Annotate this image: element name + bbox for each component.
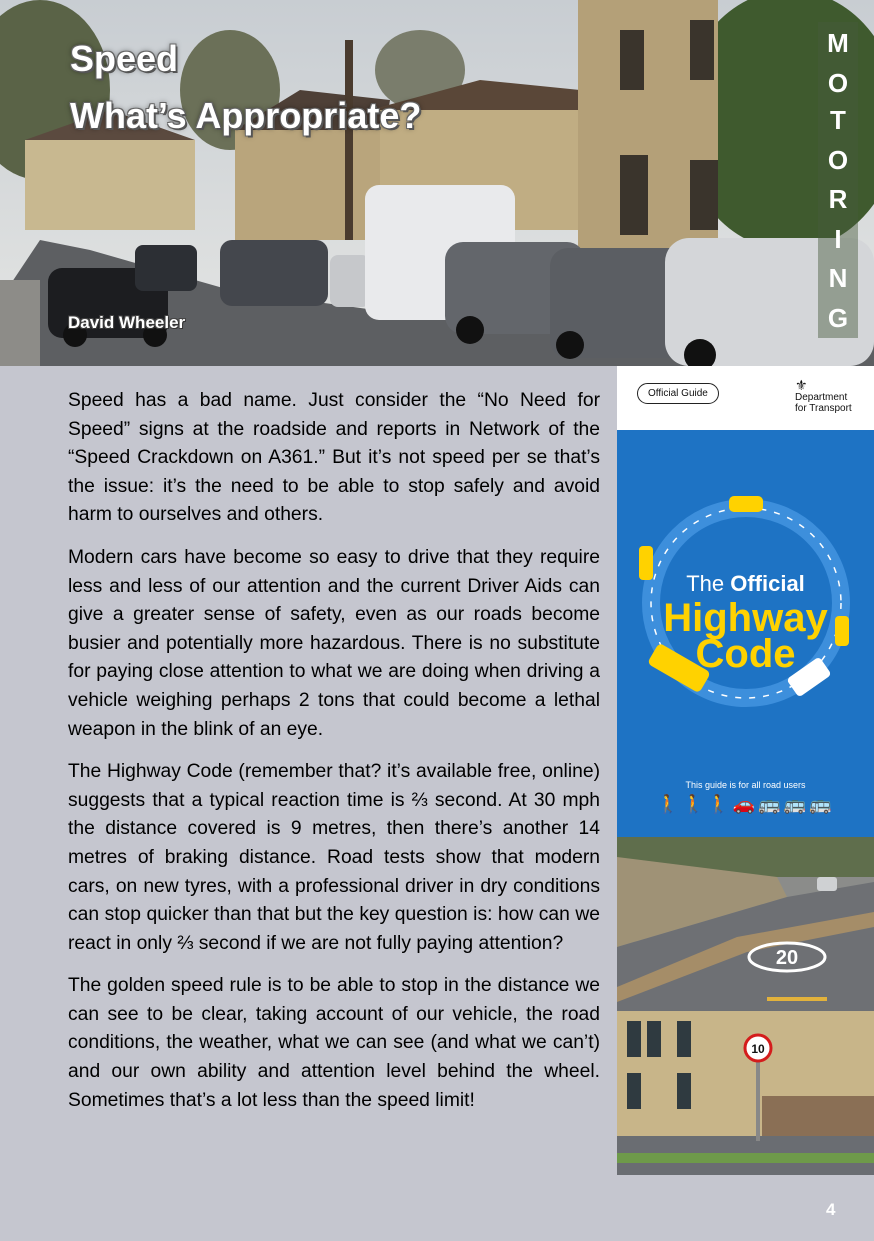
dft-logo [795, 378, 852, 414]
speed-sign-photo [617, 1011, 874, 1175]
article-body [68, 387, 600, 1129]
highway-code-cover [617, 366, 874, 837]
hero-photo [0, 0, 874, 366]
crest-icon: ⚜ [795, 377, 808, 393]
cover-title-prefix: The [686, 571, 731, 596]
road-20-marking-photo [617, 837, 874, 1011]
title-line-2: What’s Appropriate? [70, 95, 422, 136]
title-line-1: Speed [70, 38, 179, 79]
paragraph: The Highway Code (remember that? it’s available free, online) suggests that a typical reaction time is ⅔ second. At 30 mph the distance covered is 9 metres, then there’s another 14 metres of braking distance. Road tests show that modern cars, on new tyres, with a professional driver in dry conditions can stop quicker than that but the key question is: how can we react in only ⅔ second if we are not fully paying attention? [68, 761, 600, 954]
dept-line-1: Department [795, 392, 848, 403]
section-letter-r: R [828, 184, 848, 214]
section-letter-o2: O [827, 145, 849, 175]
road-marking-text: 20 [775, 947, 799, 969]
paragraph: The golden speed rule is to be able to stop in the distance we can see to be clear, taking account of our vehicle, the road conditions, the weather, what we can see (and what we can’t) and our own ability and attention level behind the wheel. Sometimes that’s a lot less than the speed limit! [68, 975, 600, 1111]
cover-title-small [617, 571, 874, 597]
section-letter-g: G [827, 303, 849, 333]
cover-title-code: Code [695, 632, 796, 676]
section-letter-n: N [828, 263, 848, 293]
cover-title-highway: Highway [663, 596, 828, 640]
road-user-icons: 🚶🚶🚶🚗🚌🚌🚌 [656, 794, 835, 814]
section-letter-i: I [834, 224, 842, 254]
section-letter-o1: O [827, 68, 849, 98]
page-number: 4 [826, 1200, 836, 1219]
author-name: David Wheeler [68, 313, 186, 332]
cover-title-official: Official [730, 571, 805, 596]
sidebar-images [617, 366, 874, 1175]
official-guide-badge: Official Guide [637, 383, 719, 404]
cover-note: This guide is for all road users [685, 780, 806, 790]
section-letter-m: M [827, 28, 849, 58]
section-letter-t: T [830, 105, 846, 135]
paragraph: Speed has a bad name. Just consider the “No Need for Speed” signs at the roadside and reports in Network of the “Speed Crackdown on A361.” But it’s not speed per se that’s the issue: it’s the need to be able to stop safely and avoid harm to ourselves and others. [68, 390, 600, 526]
article-title [70, 30, 421, 144]
dept-line-2: for Transport [795, 403, 852, 414]
speed-sign-text: 10 [751, 1042, 765, 1056]
paragraph: Modern cars have become so easy to drive that they require less and less of our attention and the current Driver Aids can give a greater sense of safety, even as our roads become busier and potentially more hazardous. There is no substitute for paying close attention to what we are doing when driving a vehicle weighing perhaps 2 tons that could become a lethal weapon in the blink of an eye. [68, 546, 600, 740]
